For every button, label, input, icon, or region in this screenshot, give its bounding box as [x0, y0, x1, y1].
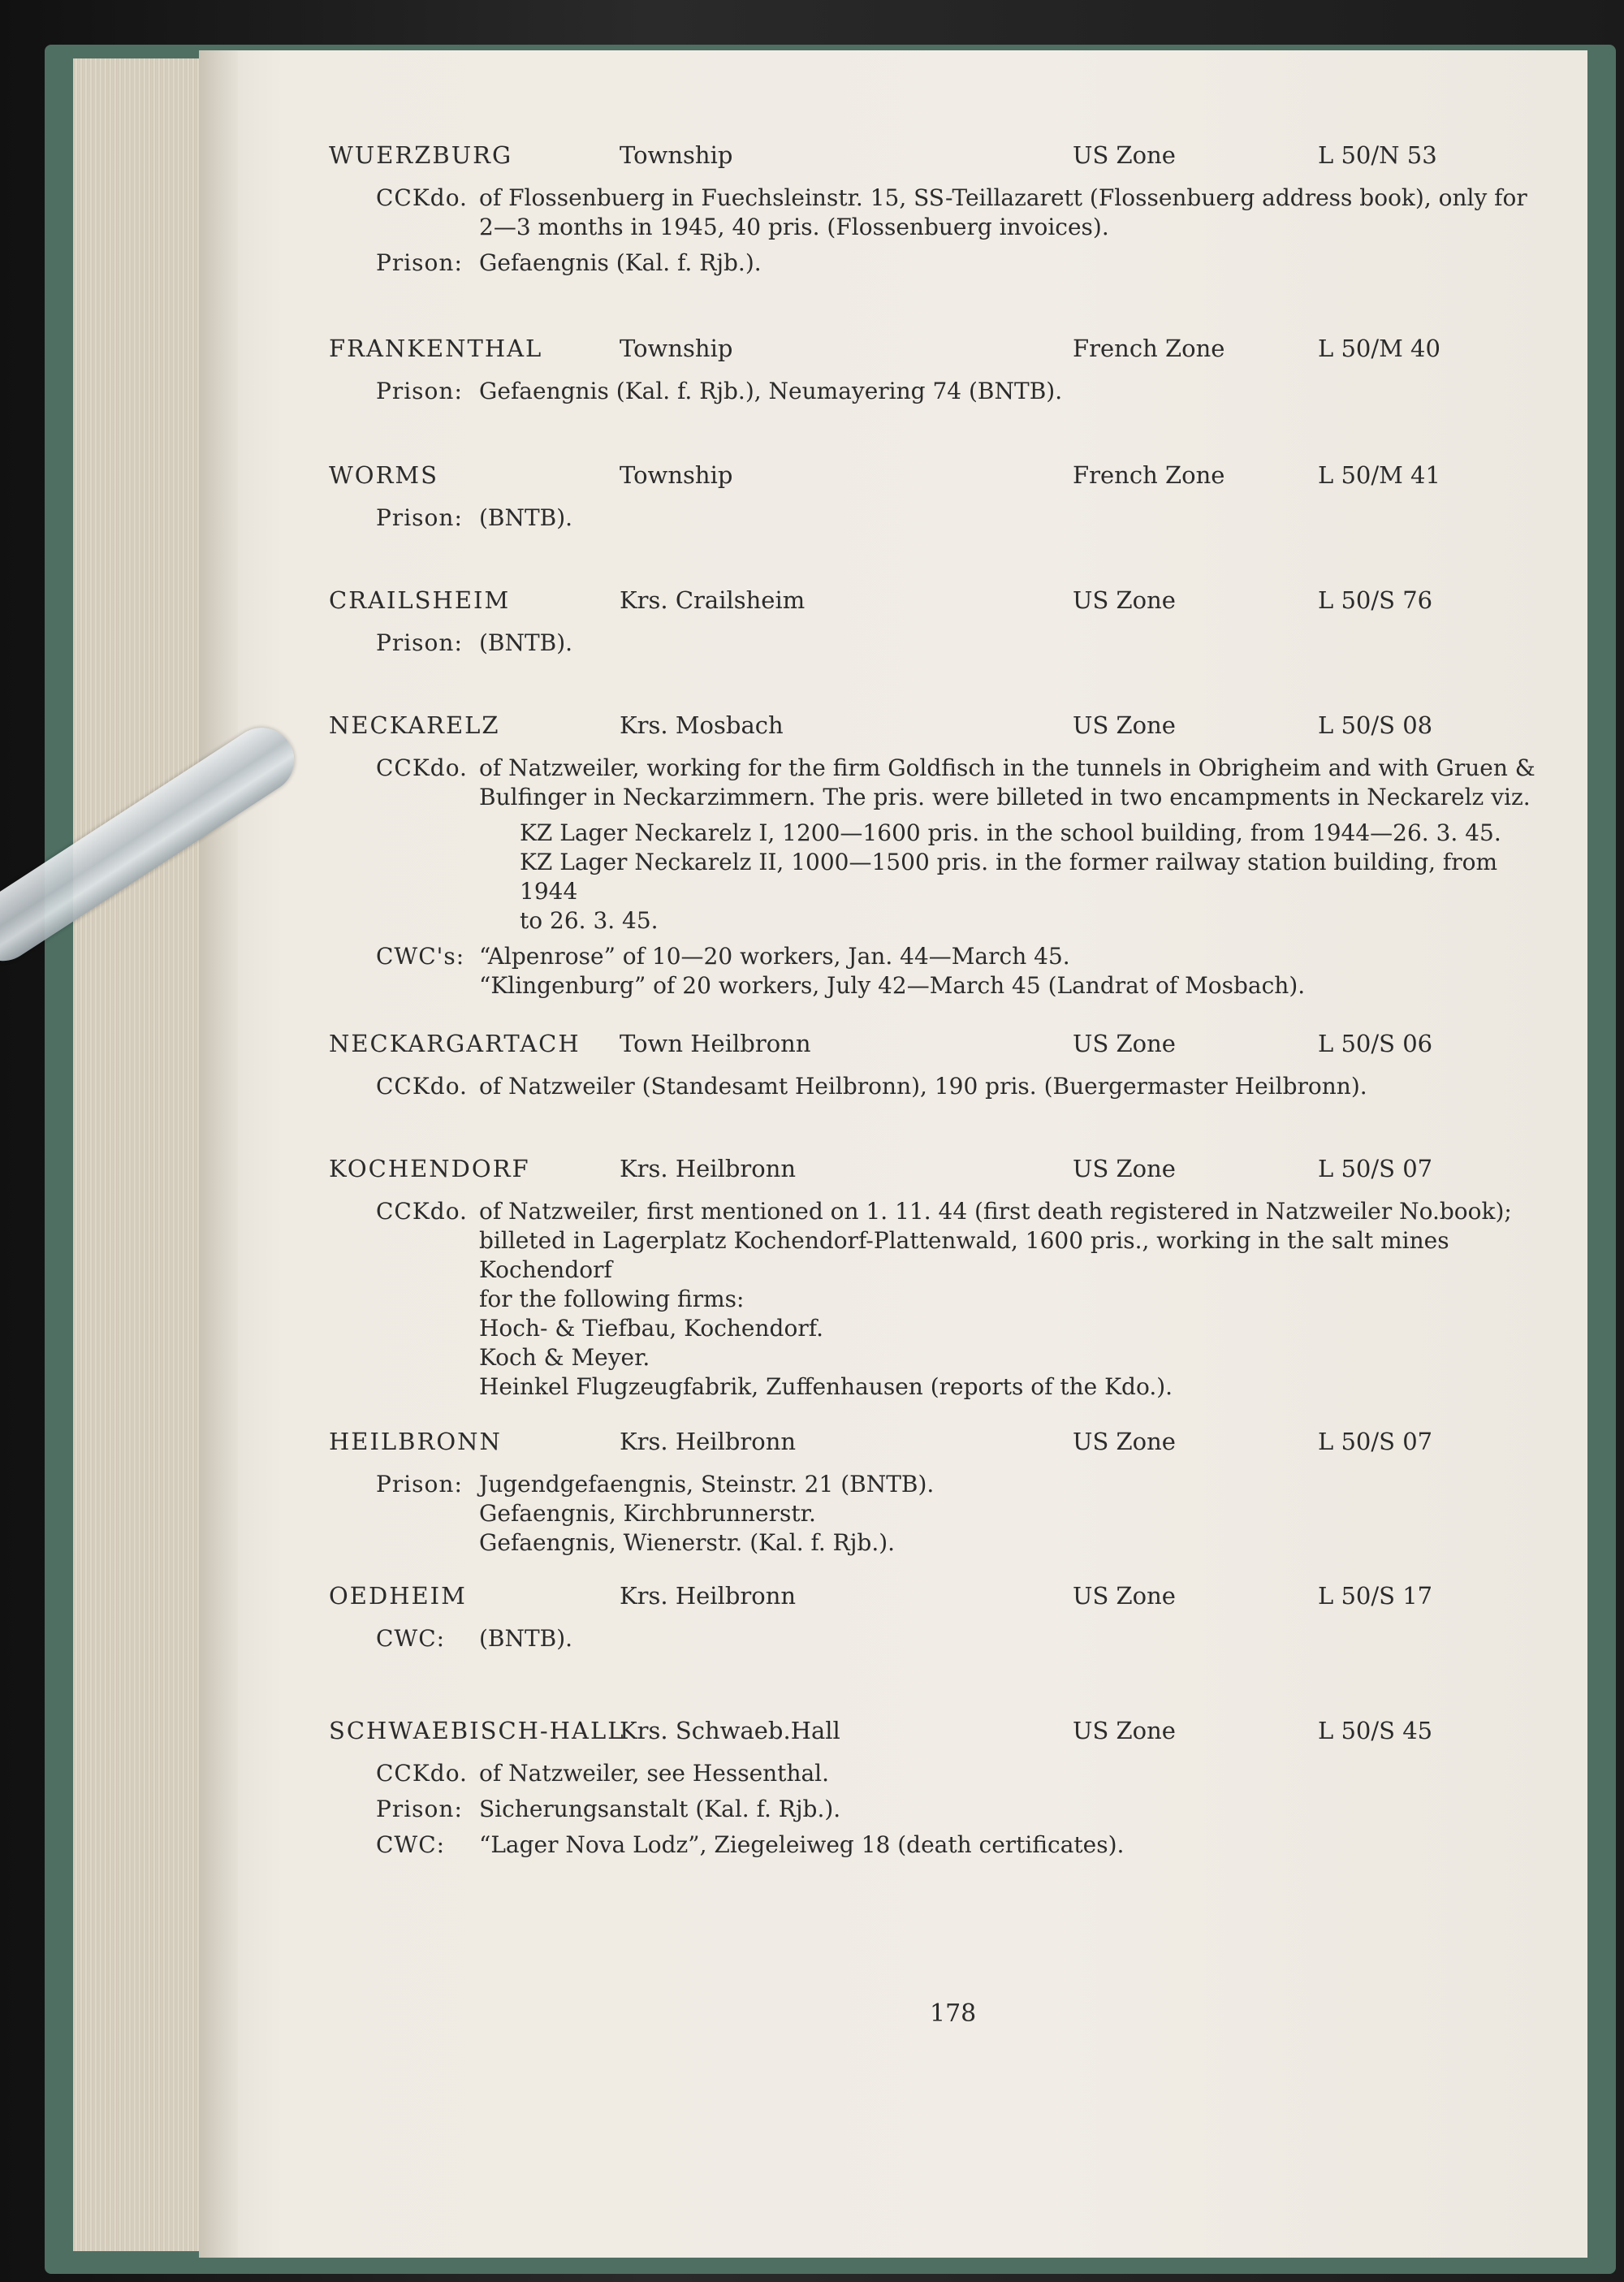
place-name: WUERZBURG	[329, 141, 513, 169]
map-reference: L 50/S 08	[1318, 711, 1433, 739]
line-label: CCKdo.	[376, 184, 468, 211]
district-name: Krs. Heilbronn	[620, 1155, 797, 1182]
zone-name: US Zone	[1073, 1030, 1176, 1057]
line-label: Prison:	[376, 1796, 463, 1822]
entry	[199, 1428, 1587, 1558]
line-label: CCKdo.	[376, 754, 468, 781]
entry-header	[199, 586, 1587, 622]
line-label: CCKdo.	[376, 1073, 468, 1100]
district-name: Town Heilbronn	[620, 1030, 811, 1057]
entry-header	[199, 711, 1587, 747]
book-page	[199, 50, 1587, 2258]
line-text: Gefaengnis (Kal. f. Rjb.).	[479, 249, 762, 276]
map-reference: L 50/N 53	[1318, 141, 1437, 169]
entry	[199, 1155, 1587, 1402]
line-text: Gefaengnis (Kal. f. Rjb.), Neumayering 74 (BNTB).	[479, 378, 1063, 404]
entry-header	[199, 1428, 1587, 1463]
entry	[199, 1717, 1587, 1860]
zone-name: French Zone	[1073, 335, 1225, 362]
line-text: of Natzweiler (Standesamt Heilbronn), 190 pris. (Buergermaster Heilbronn).	[479, 1073, 1367, 1100]
entry-line	[199, 1830, 1587, 1860]
line-text: of Natzweiler, first mentioned on 1. 11. 44 (first death registered in Natzweiler No.book); billeted in Lagerplatz Kochendorf-Plattenwald, 1600 pris., working in the salt mines Kochendorf for the following firms: Hoch- & Tiefbau, Kochendorf. Koch & Meyer. Heinkel Flugzeugfabrik, Zuffenhausen (reports of the Kdo.).	[479, 1198, 1512, 1400]
map-reference: L 50/S 07	[1318, 1428, 1433, 1455]
zone-name: French Zone	[1073, 461, 1225, 489]
entry-line	[199, 942, 1587, 1001]
district-name: Township	[620, 461, 733, 489]
entry-header	[199, 335, 1587, 370]
entry-line	[199, 819, 1587, 936]
map-reference: L 50/S 45	[1318, 1717, 1433, 1744]
entry-line	[199, 1624, 1587, 1653]
district-name: Krs. Heilbronn	[620, 1428, 797, 1455]
zone-name: US Zone	[1073, 1428, 1176, 1455]
entry-line	[199, 249, 1587, 278]
line-label: Prison:	[376, 378, 463, 404]
entry-line	[199, 754, 1587, 812]
district-name: Krs. Crailsheim	[620, 586, 806, 614]
place-name: CRAILSHEIM	[329, 586, 511, 614]
line-text: (BNTB).	[479, 629, 573, 656]
entry-line	[199, 1197, 1587, 1402]
zone-name: US Zone	[1073, 1582, 1176, 1610]
line-text: (BNTB).	[479, 1625, 573, 1652]
line-label: CWC:	[376, 1625, 446, 1652]
line-text: of Natzweiler, see Hessenthal.	[479, 1760, 830, 1787]
line-label: Prison:	[376, 249, 463, 276]
district-name: Township	[620, 335, 733, 362]
zone-name: US Zone	[1073, 1717, 1176, 1744]
entry	[199, 1030, 1587, 1101]
district-name: Krs. Heilbronn	[620, 1582, 797, 1610]
zone-name: US Zone	[1073, 711, 1176, 739]
entry-line	[199, 1072, 1587, 1101]
entry	[199, 141, 1587, 278]
place-name: NECKARGARTACH	[329, 1030, 581, 1057]
entry-header	[199, 1717, 1587, 1753]
entry-header	[199, 461, 1587, 497]
place-name: FRANKENTHAL	[329, 335, 543, 362]
entry-header	[199, 1582, 1587, 1618]
district-name: Krs. Schwaeb.Hall	[620, 1717, 840, 1744]
place-name: KOCHENDORF	[329, 1155, 530, 1182]
entry-line	[199, 504, 1587, 533]
line-label: Prison:	[376, 1471, 463, 1498]
line-text: Jugendgefaengnis, Steinstr. 21 (BNTB). Gefaengnis, Kirchbrunnerstr. Gefaengnis, Wienerstr. (Kal. f. Rjb.).	[479, 1471, 935, 1556]
entry-line	[199, 184, 1587, 242]
zone-name: US Zone	[1073, 586, 1176, 614]
line-label: Prison:	[376, 629, 463, 656]
place-name: OEDHEIM	[329, 1582, 467, 1610]
entry	[199, 1582, 1587, 1653]
entry	[199, 586, 1587, 658]
map-reference: L 50/M 40	[1318, 335, 1440, 362]
line-text: Sicherungsanstalt (Kal. f. Rjb.).	[479, 1796, 841, 1822]
map-reference: L 50/S 76	[1318, 586, 1433, 614]
place-name: WORMS	[329, 461, 438, 489]
line-label: Prison:	[376, 504, 463, 531]
entry-line	[199, 629, 1587, 658]
entry-header	[199, 1030, 1587, 1065]
entry	[199, 461, 1587, 533]
line-text: (BNTB).	[479, 504, 573, 531]
entry-line	[199, 1470, 1587, 1558]
line-label: CCKdo.	[376, 1760, 468, 1787]
place-name: SCHWAEBISCH-HALL	[329, 1717, 625, 1744]
line-text: KZ Lager Neckarelz I, 1200—1600 pris. in the school building, from 1944—26. 3. 45. KZ Lager Neckarelz II, 1000—1500 pris. in the former railway station building, from 1944 to 26. 3. 45.	[520, 819, 1501, 934]
zone-name: US Zone	[1073, 1155, 1176, 1182]
entry	[199, 335, 1587, 406]
map-reference: L 50/M 41	[1318, 461, 1440, 489]
place-name: NECKARELZ	[329, 711, 500, 739]
map-reference: L 50/S 17	[1318, 1582, 1433, 1610]
entry-line	[199, 1795, 1587, 1824]
line-label: CWC's:	[376, 943, 465, 970]
line-text: of Flossenbuerg in Fuechsleinstr. 15, SS-Teillazarett (Flossenbuerg address book), only for 2—3 months in 1945, 40 pris. (Flossenbuerg invoices).	[479, 184, 1527, 240]
district-name: Krs. Mosbach	[620, 711, 784, 739]
district-name: Township	[620, 141, 733, 169]
entry-header	[199, 141, 1587, 177]
page-edges	[73, 58, 211, 2251]
page-number: 178	[930, 1999, 977, 2028]
line-label: CCKdo.	[376, 1198, 468, 1225]
map-reference: L 50/S 06	[1318, 1030, 1433, 1057]
place-name: HEILBRONN	[329, 1428, 502, 1455]
map-reference: L 50/S 07	[1318, 1155, 1433, 1182]
entry	[199, 711, 1587, 1001]
entry-line	[199, 1759, 1587, 1788]
entry-header	[199, 1155, 1587, 1191]
entry-line	[199, 377, 1587, 406]
line-text: of Natzweiler, working for the firm Goldfisch in the tunnels in Obrigheim and with Gruen & Bulfinger in Neckarzimmern. The pris. were billeted in two encampments in Neckarelz viz.	[479, 754, 1535, 810]
zone-name: US Zone	[1073, 141, 1176, 169]
line-label: CWC:	[376, 1831, 446, 1858]
line-text: “Alpenrose” of 10—20 workers, Jan. 44—March 45. “Klingenburg” of 20 workers, July 42—March 45 (Landrat of Mosbach).	[479, 943, 1306, 999]
line-text: “Lager Nova Lodz”, Ziegeleiweg 18 (death certificates).	[479, 1831, 1125, 1858]
